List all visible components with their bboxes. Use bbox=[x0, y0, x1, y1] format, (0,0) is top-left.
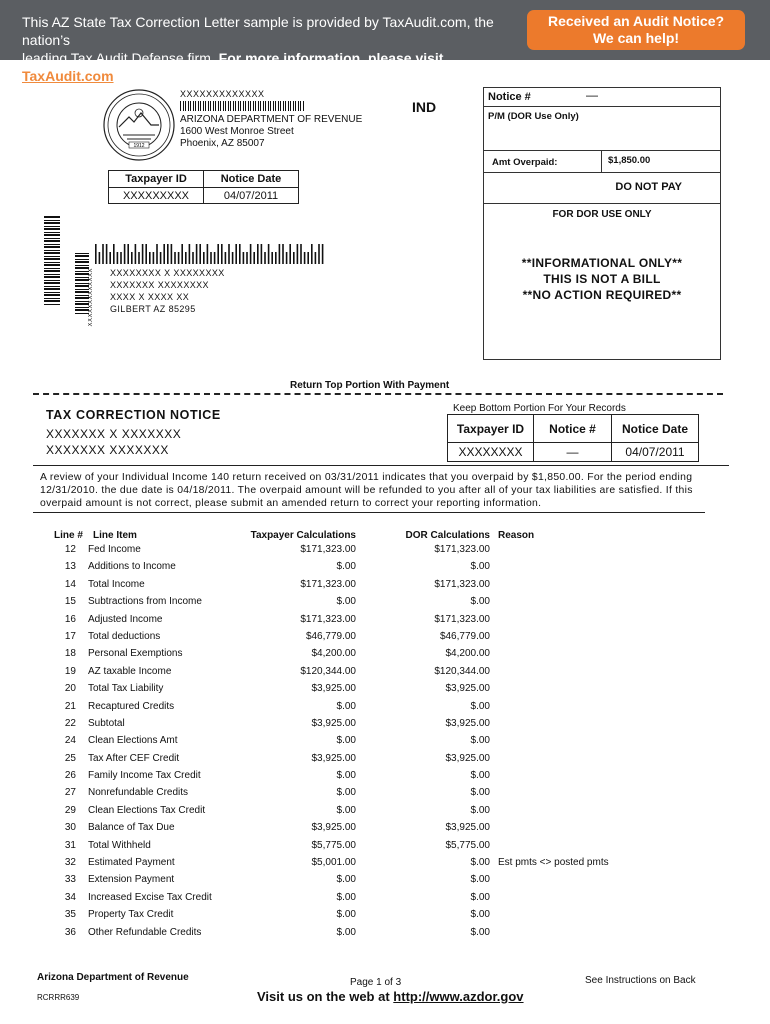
dor-calc: $.00 bbox=[470, 700, 490, 712]
banner-line-2: leading Tax Audit Defense firm. bbox=[22, 50, 219, 66]
line-number: 33 bbox=[64, 874, 76, 886]
line-item: Increased Excise Tax Credit bbox=[88, 891, 212, 903]
line-item: Total Tax Liability bbox=[88, 683, 164, 695]
vertical-barcode-left bbox=[44, 215, 60, 305]
line-item: Additions to Income bbox=[88, 561, 176, 573]
barcode-bar bbox=[282, 244, 284, 264]
promo-banner bbox=[0, 0, 770, 84]
barcode-bar bbox=[109, 252, 111, 264]
dor-calc: $.00 bbox=[470, 891, 490, 903]
taxpayer-calc: $.00 bbox=[336, 700, 356, 712]
table-row bbox=[40, 753, 680, 770]
table-row bbox=[40, 770, 680, 787]
barcode-bar bbox=[135, 244, 137, 264]
line-number: 31 bbox=[64, 839, 76, 851]
line-item: Family Income Tax Credit bbox=[88, 770, 201, 782]
pm-label: P/M (DOR Use Only) bbox=[488, 111, 579, 122]
dor-calc: $.00 bbox=[470, 735, 490, 747]
table-row bbox=[40, 614, 680, 631]
taxpayer-name-2: XXXXXXX XXXXXXX bbox=[46, 443, 169, 457]
banner-line-2-bold: For more information, please visit bbox=[218, 50, 444, 66]
records-notice-value: — bbox=[534, 443, 612, 462]
taxpayer-calc: $3,925.00 bbox=[311, 683, 356, 695]
tear-line bbox=[33, 393, 723, 395]
table-row bbox=[40, 561, 680, 578]
barcode-bar bbox=[268, 244, 270, 264]
line-number: 25 bbox=[64, 752, 76, 764]
taxpayer-calc: $.00 bbox=[336, 926, 356, 938]
vertical-barcode-right bbox=[75, 252, 89, 314]
dor-calc: $3,925.00 bbox=[445, 717, 490, 729]
barcode-bar bbox=[264, 252, 266, 264]
taxpayer-calc: $.00 bbox=[336, 804, 356, 816]
records-taxpayer-value: XXXXXXXX bbox=[448, 443, 534, 462]
barcode-bar bbox=[235, 244, 237, 264]
page-number: Page 1 of 3 bbox=[350, 977, 402, 988]
records-header-notice: Notice # bbox=[534, 415, 612, 443]
amount-divider bbox=[601, 151, 602, 173]
dor-calc: $171,323.00 bbox=[434, 544, 490, 555]
informational-note bbox=[484, 255, 720, 303]
barcode-bar bbox=[189, 244, 191, 264]
header-line-number: Line # bbox=[54, 530, 83, 541]
line-number: 35 bbox=[64, 909, 76, 921]
calculation-table bbox=[40, 530, 680, 944]
table-row bbox=[40, 840, 680, 857]
line-number: 36 bbox=[64, 926, 76, 938]
taxpayer-calc: $171,323.00 bbox=[300, 578, 356, 590]
header-xcode: XXXXXXXXXXXXX bbox=[180, 89, 265, 99]
line-number: 15 bbox=[64, 596, 76, 608]
taxpayer-calc: $3,925.00 bbox=[311, 717, 356, 729]
barcode-bar bbox=[307, 252, 309, 264]
line-item: Personal Exemptions bbox=[88, 648, 183, 660]
taxpayer-calc: $.00 bbox=[336, 596, 356, 608]
table-row bbox=[40, 544, 680, 561]
dor-calc: $.00 bbox=[470, 596, 490, 608]
banner-text bbox=[22, 13, 522, 85]
table-row bbox=[40, 666, 680, 683]
table-row bbox=[40, 909, 680, 926]
amount-label: Amt Overpaid: bbox=[492, 157, 558, 168]
barcode-bar bbox=[95, 244, 97, 264]
line-number: 18 bbox=[64, 648, 76, 660]
barcode-bar bbox=[207, 244, 209, 264]
do-not-pay-label: DO NOT PAY bbox=[615, 181, 682, 193]
taxpayer-calc: $.00 bbox=[336, 909, 356, 921]
cta-line-1: Received an Audit Notice? bbox=[547, 13, 725, 29]
table-row bbox=[40, 857, 680, 874]
barcode-bar bbox=[304, 252, 306, 264]
barcode-bar bbox=[228, 244, 230, 264]
audit-help-button[interactable] bbox=[527, 10, 745, 50]
taxpayer-calc: $120,344.00 bbox=[300, 665, 356, 677]
line-number: 24 bbox=[64, 735, 76, 747]
table-row bbox=[40, 718, 680, 735]
id-table-taxpayer-value: XXXXXXXXX bbox=[109, 188, 204, 204]
barcode-bar bbox=[160, 252, 162, 264]
barcode-bar bbox=[232, 252, 234, 264]
barcode-bar bbox=[311, 244, 313, 264]
barcode-bar bbox=[315, 252, 317, 264]
barcode-bar bbox=[153, 252, 155, 264]
line-number: 22 bbox=[64, 717, 76, 729]
taxpayer-calc: $4,200.00 bbox=[311, 648, 356, 660]
line-item: Clean Elections Amt bbox=[88, 735, 178, 747]
taxpayer-calc: $3,925.00 bbox=[311, 822, 356, 834]
table-row bbox=[40, 579, 680, 596]
line-number: 32 bbox=[64, 857, 76, 869]
header-taxpayer-calc: Taxpayer Calculations bbox=[250, 530, 356, 541]
barcode-bar bbox=[178, 252, 180, 264]
cta-line-2: We can help! bbox=[592, 30, 680, 46]
return-top-label: Return Top Portion With Payment bbox=[290, 380, 450, 391]
keep-bottom-label: Keep Bottom Portion For Your Records bbox=[453, 403, 626, 414]
taxpayer-calc: $46,779.00 bbox=[305, 630, 356, 642]
barcode-bar bbox=[261, 244, 263, 264]
line-number: 20 bbox=[64, 683, 76, 695]
barcode-bar bbox=[99, 252, 101, 264]
barcode-bar bbox=[322, 244, 324, 264]
address-line-2: XXXXXXX XXXXXXXX bbox=[110, 280, 209, 290]
filer-type: IND bbox=[412, 99, 437, 115]
line-item: Total Withheld bbox=[88, 839, 151, 851]
barcode-bar bbox=[279, 244, 281, 264]
barcode-bar bbox=[185, 252, 187, 264]
dept-name: ARIZONA DEPARTMENT OF REVENUE bbox=[180, 114, 363, 125]
line-item: Extension Payment bbox=[88, 874, 175, 886]
barcode-bar bbox=[318, 244, 320, 264]
line-number: 14 bbox=[64, 578, 76, 590]
line-item: Total deductions bbox=[88, 630, 161, 642]
info-line-1: **INFORMATIONAL ONLY** bbox=[521, 256, 683, 270]
records-date-value: 04/07/2011 bbox=[612, 443, 699, 462]
address-line-1: XXXXXXXX X XXXXXXXX bbox=[110, 268, 225, 278]
dor-calc: $171,323.00 bbox=[434, 613, 490, 625]
header-line-item: Line Item bbox=[93, 530, 137, 541]
dor-use-label: FOR DOR USE ONLY bbox=[552, 209, 652, 220]
line-item: Fed Income bbox=[88, 544, 141, 555]
calculation-rows bbox=[40, 544, 680, 944]
taxpayer-calc: $.00 bbox=[336, 874, 356, 886]
barcode-bar bbox=[225, 252, 227, 264]
table-row bbox=[40, 787, 680, 804]
dor-calc: $46,779.00 bbox=[439, 630, 490, 642]
line-item: Subtractions from Income bbox=[88, 596, 202, 608]
barcode-bar bbox=[131, 252, 133, 264]
do-not-pay-row bbox=[484, 173, 720, 204]
line-number: 26 bbox=[64, 770, 76, 782]
reason: Est pmts <> posted pmts bbox=[498, 857, 609, 869]
line-item: Other Refundable Credits bbox=[88, 926, 202, 938]
barcode-bar bbox=[149, 252, 151, 264]
barcode-bar bbox=[124, 244, 126, 264]
line-item: Property Tax Credit bbox=[88, 909, 174, 921]
line-item: Balance of Tax Due bbox=[88, 822, 175, 834]
table-row bbox=[40, 701, 680, 718]
barcode-bar bbox=[120, 252, 122, 264]
barcode-bar bbox=[246, 252, 248, 264]
taxpayer-calc: $.00 bbox=[336, 561, 356, 573]
line-item: Estimated Payment bbox=[88, 857, 175, 869]
barcode-bar bbox=[297, 244, 299, 264]
notice-value: — bbox=[586, 88, 598, 102]
id-table bbox=[108, 170, 299, 204]
footer-web-label: Visit us on the web at bbox=[257, 989, 394, 1004]
barcode-bar bbox=[300, 244, 302, 264]
line-item: Tax After CEF Credit bbox=[88, 752, 180, 764]
review-paragraph: A review of your Individual Income 140 return received on 03/31/2011 indicates that you overpaid by $1,850.00. For the period ending 12/31/2010. the due date is 04/18/2011. The overpaid amount will be refunded to you after all of your tax liabilities are satisfied. If this overpaid amount is not correct, please submit an amended return to correct your reporting information. bbox=[40, 472, 693, 509]
line-number: 30 bbox=[64, 822, 76, 834]
line-number: 13 bbox=[64, 561, 76, 573]
line-number: 19 bbox=[64, 665, 76, 677]
taxpayer-calc: $3,925.00 bbox=[311, 752, 356, 764]
dor-calc: $.00 bbox=[470, 561, 490, 573]
dor-calc: $4,200.00 bbox=[445, 648, 490, 660]
barcode-bar bbox=[275, 252, 277, 264]
barcode-bar bbox=[167, 244, 169, 264]
barcode-bar bbox=[192, 252, 194, 264]
taxpayer-calc: $171,323.00 bbox=[300, 613, 356, 625]
footer-dept: Arizona Department of Revenue bbox=[37, 972, 189, 983]
dor-calc: $3,925.00 bbox=[445, 752, 490, 764]
barcode-bar bbox=[239, 244, 241, 264]
barcode-bar bbox=[210, 252, 212, 264]
taxpayer-calc: $171,323.00 bbox=[300, 544, 356, 555]
line-item: Subtotal bbox=[88, 717, 125, 729]
line-number: 17 bbox=[64, 630, 76, 642]
barcode-bar bbox=[199, 244, 201, 264]
barcode-bar bbox=[171, 244, 173, 264]
azdor-link[interactable]: http://www.azdor.gov bbox=[393, 989, 524, 1004]
line-number: 16 bbox=[64, 613, 76, 625]
table-row bbox=[40, 822, 680, 839]
tax-correction-title: TAX CORRECTION NOTICE bbox=[46, 408, 221, 422]
barcode-bar bbox=[214, 252, 216, 264]
line-item: Clean Elections Tax Credit bbox=[88, 804, 206, 816]
taxpayer-calc: $.00 bbox=[336, 787, 356, 799]
dor-calc: $5,775.00 bbox=[445, 839, 490, 851]
dor-calc: $3,925.00 bbox=[445, 683, 490, 695]
barcode-bar bbox=[203, 252, 205, 264]
id-table-header-date: Notice Date bbox=[204, 171, 299, 188]
instructions-note: See Instructions on Back bbox=[585, 975, 696, 986]
pm-row bbox=[484, 107, 720, 151]
barcode-bar bbox=[102, 244, 104, 264]
line-number: 29 bbox=[64, 804, 76, 816]
line-number: 21 bbox=[64, 700, 76, 712]
notice-box bbox=[483, 87, 721, 360]
amount-value: $1,850.00 bbox=[608, 155, 651, 166]
header-reason: Reason bbox=[498, 530, 535, 541]
barcode-bar bbox=[156, 244, 158, 264]
barcode-bar bbox=[293, 252, 295, 264]
dept-street: 1600 West Monroe Street bbox=[180, 126, 294, 137]
records-table bbox=[447, 414, 699, 462]
records-header-taxpayer: Taxpayer ID bbox=[448, 415, 534, 443]
barcode-bar bbox=[181, 244, 183, 264]
table-row bbox=[40, 631, 680, 648]
barcode-bar bbox=[221, 244, 223, 264]
barcode-bar bbox=[127, 244, 129, 264]
dor-calc: $.00 bbox=[470, 804, 490, 816]
table-row bbox=[40, 735, 680, 752]
table-row bbox=[40, 874, 680, 891]
line-item: Total Income bbox=[88, 578, 145, 590]
taxpayer-name-1: XXXXXXX X XXXXXXX bbox=[46, 427, 182, 441]
calculation-header bbox=[40, 530, 680, 544]
dor-calc: $.00 bbox=[470, 857, 490, 869]
table-row bbox=[40, 805, 680, 822]
barcode-bar bbox=[271, 252, 273, 264]
table-row bbox=[40, 596, 680, 613]
taxpayer-calc: $.00 bbox=[336, 735, 356, 747]
line-item: Adjusted Income bbox=[88, 613, 163, 625]
id-table-date-value: 04/07/2011 bbox=[204, 188, 299, 204]
barcode-bar bbox=[113, 244, 115, 264]
info-line-2: THIS IS NOT A BILL bbox=[543, 272, 661, 286]
dor-calc: $.00 bbox=[470, 909, 490, 921]
footer-form-code: RCRRR639 bbox=[37, 993, 80, 1002]
taxpayer-calc: $.00 bbox=[336, 891, 356, 903]
barcode-bar bbox=[286, 252, 288, 264]
dor-calc: $.00 bbox=[470, 926, 490, 938]
line-number: 12 bbox=[64, 544, 76, 555]
line-item: Nonrefundable Credits bbox=[88, 787, 189, 799]
barcode-bar bbox=[289, 244, 291, 264]
barcode-bar bbox=[253, 252, 255, 264]
mailing-address bbox=[110, 267, 225, 315]
postal-barcode bbox=[95, 244, 327, 264]
taxaudit-link[interactable]: TaxAudit.com bbox=[22, 68, 114, 84]
seal-year: 1912 bbox=[133, 143, 145, 149]
records-header-date: Notice Date bbox=[612, 415, 699, 443]
barcode-bar bbox=[142, 244, 144, 264]
arizona-seal-icon bbox=[103, 89, 175, 161]
section-divider-bottom bbox=[33, 512, 705, 513]
amount-row bbox=[484, 151, 720, 173]
dor-calc: $120,344.00 bbox=[434, 665, 490, 677]
side-code: XXXXXXXXXXXXX bbox=[88, 268, 94, 327]
address-line-3: XXXX X XXXX XX bbox=[110, 292, 190, 302]
barcode-bar bbox=[106, 244, 108, 264]
table-row bbox=[40, 892, 680, 909]
line-number: 27 bbox=[64, 787, 76, 799]
banner-line-1: This AZ State Tax Correction Letter sample is provided by TaxAudit.com, the nation’s bbox=[22, 14, 494, 48]
barcode-bar bbox=[117, 252, 119, 264]
info-line-3: **NO ACTION REQUIRED** bbox=[522, 288, 682, 302]
table-row bbox=[40, 927, 680, 944]
barcode-bar bbox=[196, 244, 198, 264]
table-row bbox=[40, 648, 680, 665]
notice-row bbox=[484, 88, 720, 107]
barcode-bar bbox=[250, 244, 252, 264]
dor-calc: $.00 bbox=[470, 874, 490, 886]
address-line-4: GILBERT AZ 85295 bbox=[110, 304, 196, 314]
taxpayer-calc: $.00 bbox=[336, 770, 356, 782]
barcode-bar bbox=[145, 244, 147, 264]
dor-calc: $171,323.00 bbox=[434, 578, 490, 590]
dor-calc: $3,925.00 bbox=[445, 822, 490, 834]
taxpayer-calc: $5,001.00 bbox=[311, 857, 356, 869]
line-item: AZ taxable Income bbox=[88, 665, 172, 677]
header-barcode bbox=[180, 101, 305, 111]
dor-calc: $.00 bbox=[470, 787, 490, 799]
barcode-bar bbox=[257, 244, 259, 264]
barcode-bar bbox=[138, 252, 140, 264]
barcode-bar bbox=[217, 244, 219, 264]
barcode-bar bbox=[174, 252, 176, 264]
dor-calc: $.00 bbox=[470, 770, 490, 782]
taxpayer-calc: $5,775.00 bbox=[311, 839, 356, 851]
table-row bbox=[40, 683, 680, 700]
footer-web bbox=[257, 989, 524, 1004]
line-item: Recaptured Credits bbox=[88, 700, 175, 712]
section-divider-top bbox=[33, 465, 729, 466]
header-dor-calc: DOR Calculations bbox=[405, 530, 490, 541]
line-number: 34 bbox=[64, 891, 76, 903]
dept-city: Phoenix, AZ 85007 bbox=[180, 138, 265, 149]
id-table-header-taxpayer: Taxpayer ID bbox=[109, 171, 204, 188]
notice-label: Notice # bbox=[488, 91, 531, 103]
barcode-bar bbox=[163, 244, 165, 264]
banner-line-2-end: . bbox=[113, 68, 118, 84]
barcode-bar bbox=[243, 252, 245, 264]
